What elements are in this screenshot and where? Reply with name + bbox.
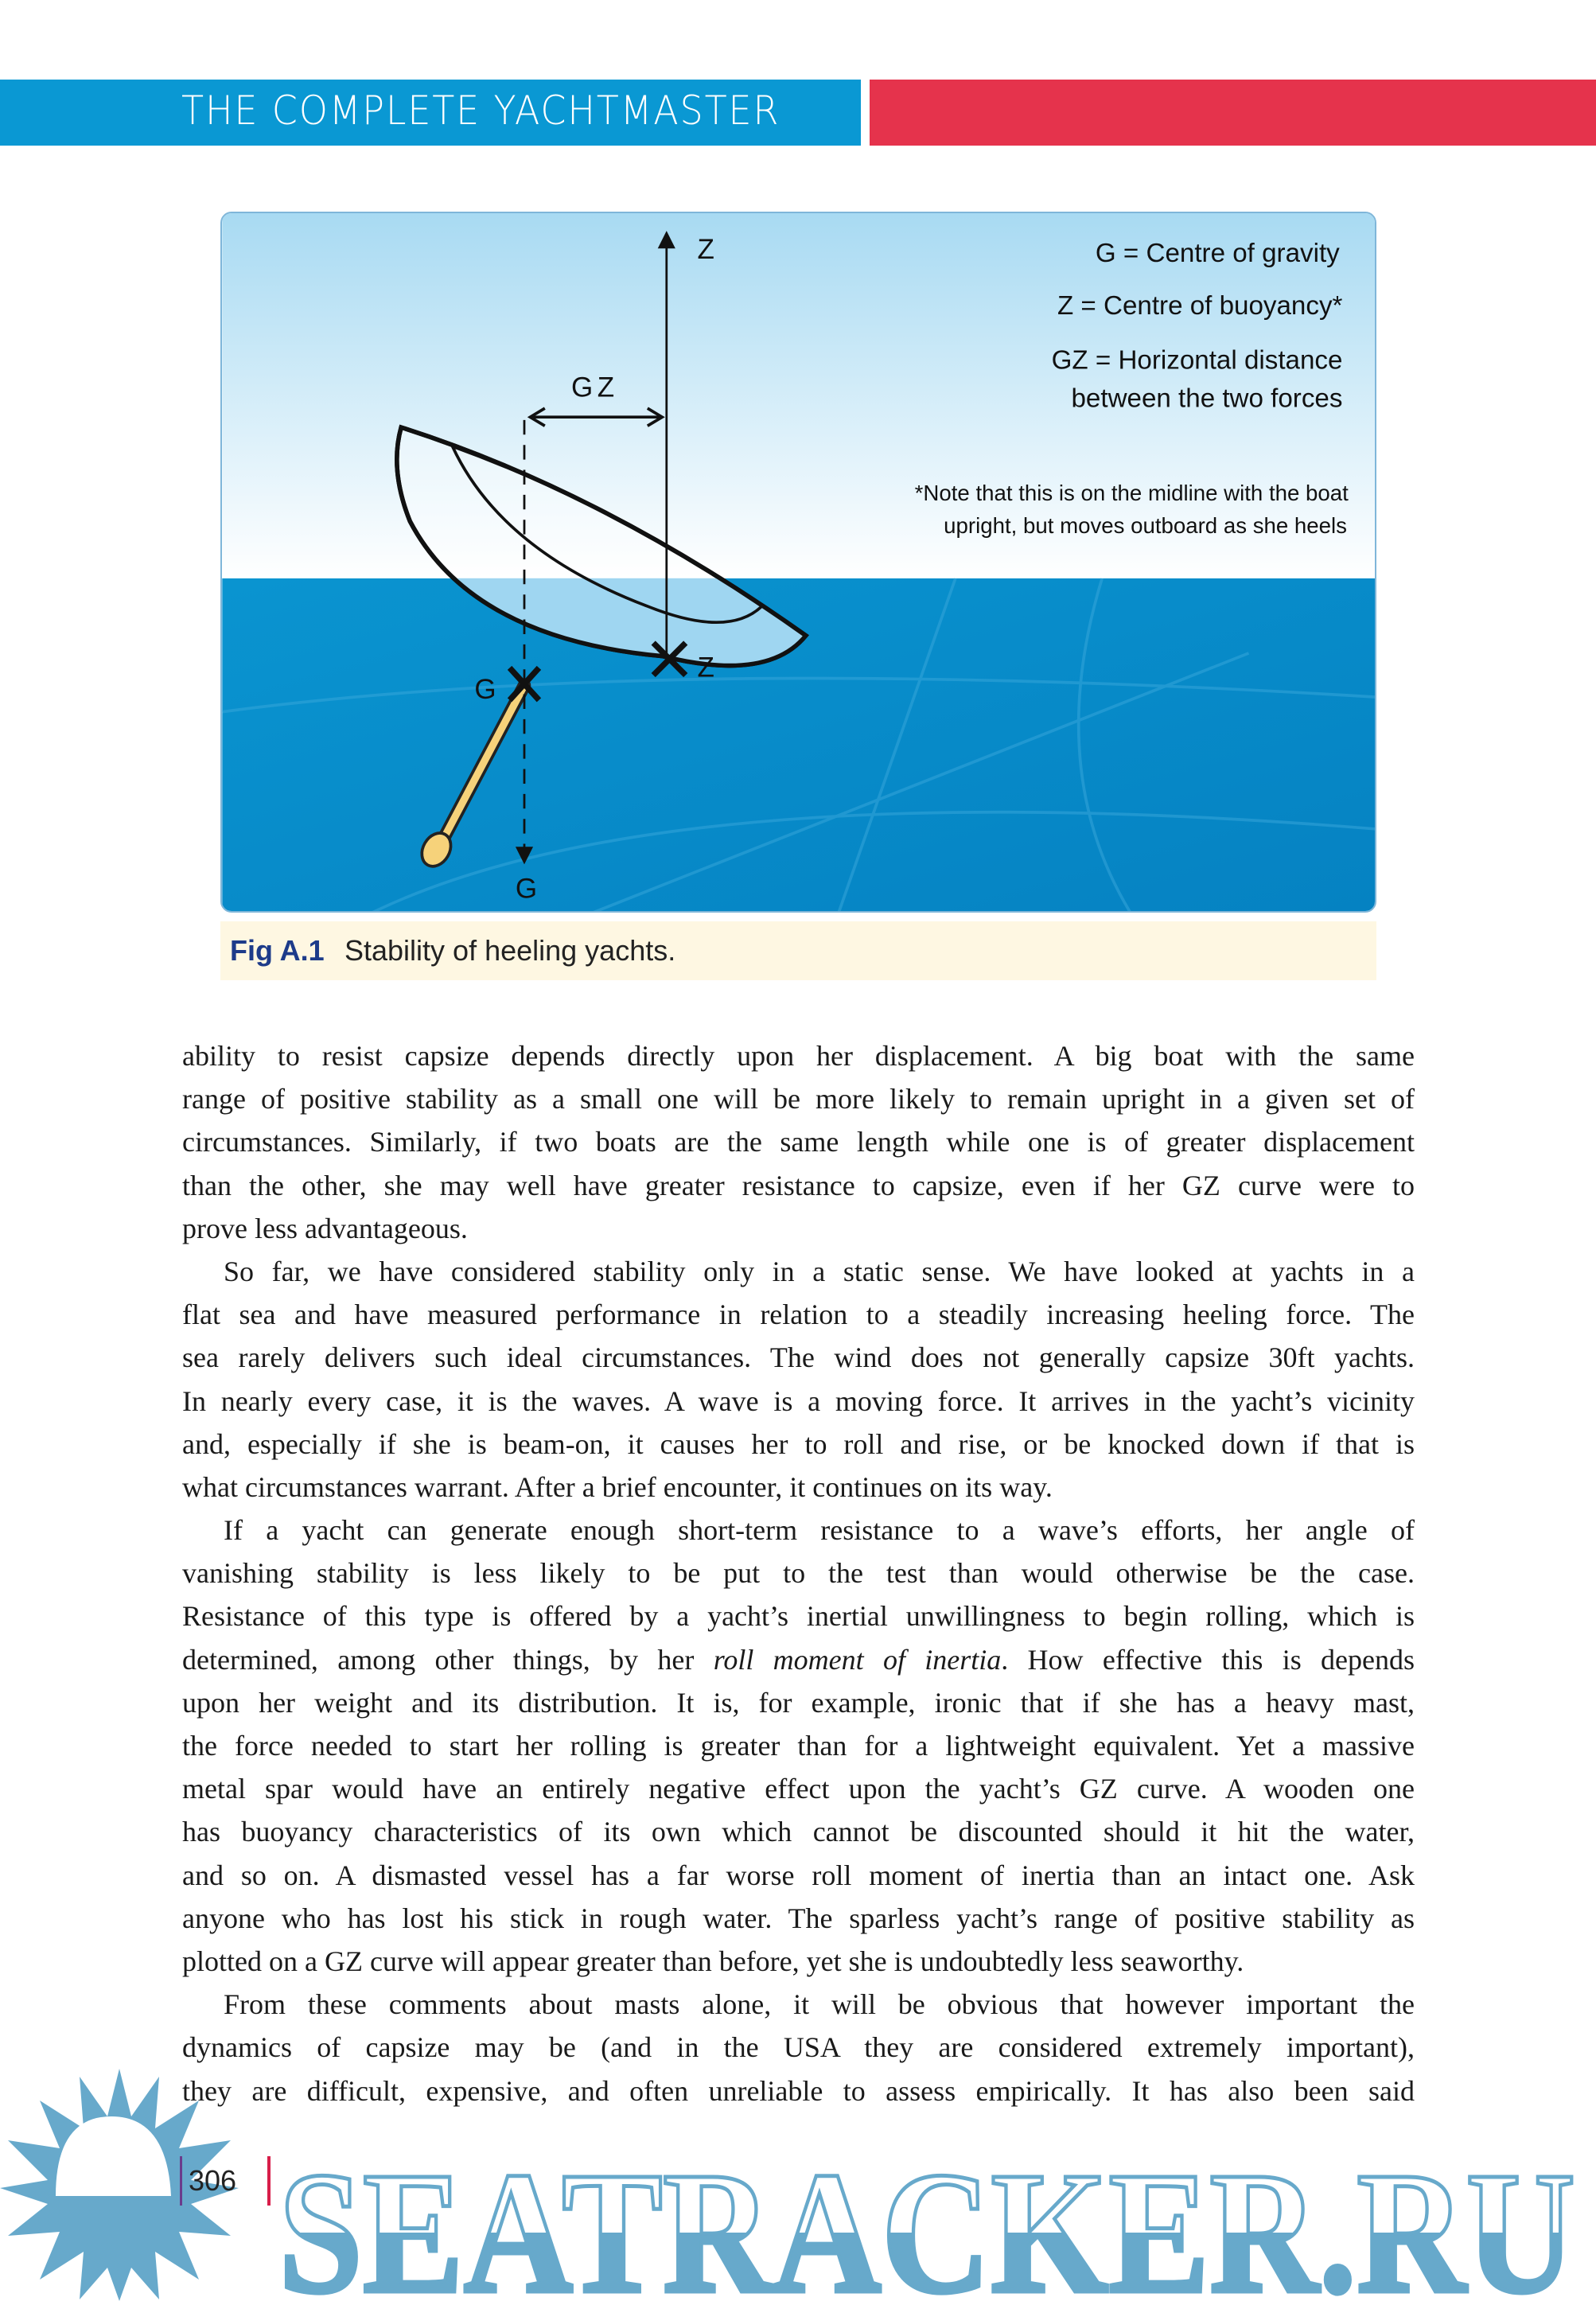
label-g-point: G — [474, 674, 496, 706]
body-line: than the other, she may well have greater resistance to capsize, even if her GZ curve were to — [182, 1169, 1415, 1201]
body-line: range of positive stability as a small one will be more likely to remain upright in a given set of — [182, 1083, 1415, 1116]
label-gz: GZ — [570, 372, 619, 403]
body-line: If a yacht can generate enough short-term resistance to a wave’s efforts, her angle of — [224, 1514, 1415, 1547]
body-line: plotted on a GZ curve will appear greater than before, yet she is undoubtedly less seaworthy. — [182, 1945, 1244, 1977]
body-line: has buoyancy characteristics of its own which cannot be discounted should it hit the water, — [182, 1816, 1415, 1848]
body-line: and, especially if she is beam-on, it causes her to roll and rise, or be knocked down if that is — [182, 1427, 1415, 1460]
body-line: flat sea and have measured performance in relation to a steadily increasing heeling force. The — [182, 1299, 1415, 1331]
body-line: upon her weight and its distribution. It is, for example, ironic that if she has a heavy mast, — [182, 1686, 1415, 1719]
note-line-1: *Note that this is on the midline with the boat — [914, 481, 1349, 506]
body-line: they are difficult, expensive, and often unreliable to assess empirically. It has also been said — [182, 2074, 1415, 2107]
body-line: dynamics of capsize may be (and in the USA they are considered extremely important), — [182, 2031, 1415, 2064]
body-line: In nearly every case, it is the waves. A wave is a moving force. It arrives in the yacht’s vicinity — [182, 1384, 1415, 1417]
caption-text: Stability of heeling yachts. — [345, 934, 676, 967]
figure-stability-diagram — [220, 212, 1376, 913]
legend-gz-cont: between the two forces — [1071, 384, 1343, 414]
label-z-top: Z — [697, 234, 714, 266]
body-text — [182, 1034, 1415, 2112]
body-line: circumstances. Similarly, if two boats are the same length while one is of greater displacement — [182, 1126, 1415, 1158]
legend-z: Z = Centre of buoyancy* — [1057, 291, 1343, 321]
body-line: metal spar would have an entirely negative effect upon the yacht’s GZ curve. A wooden one — [182, 1773, 1415, 1805]
figure-caption — [220, 921, 1376, 980]
body-line: Resistance of this type is offered by a yacht’s inertial unwillingness to begin rolling, which is — [182, 1600, 1415, 1633]
body-line: sea rarely delivers such ideal circumstances. The wind does not generally capsize 30ft yachts. — [182, 1341, 1415, 1374]
body-line: determined, among other things, by her roll moment of inertia. How effective this is depends — [182, 1643, 1415, 1676]
body-line: ability to resist capsize depends directly upon her displacement. A big boat with the same — [182, 1040, 1415, 1072]
label-z-point: Z — [697, 652, 714, 683]
body-line: So far, we have considered stability only in a static sense. We have looked at yachts in a — [224, 1255, 1415, 1287]
caption-label: Fig A.1 — [230, 934, 325, 967]
legend-g: G = Centre of gravity — [1095, 238, 1340, 268]
body-line: From these comments about masts alone, it will be obvious that however important the — [224, 1988, 1415, 2021]
running-header-title: THE COMPLETE YACHTMASTER — [181, 88, 780, 134]
body-line: the force needed to start her rolling is greater than for a lightweight equivalent. Yet a massive — [182, 1730, 1415, 1762]
note-line-2: upright, but moves outboard as she heels — [944, 512, 1347, 538]
page-number-divider — [267, 2156, 271, 2206]
body-line: and so on. A dismasted vessel has a far worse roll moment of inertia than an intact one. Ask — [182, 1859, 1415, 1891]
body-line: anyone who has lost his stick in rough water. The sparless yacht’s range of positive stability as — [182, 1902, 1415, 1934]
body-line: prove less advantageous. — [182, 1212, 468, 1244]
body-line: what circumstances warrant. After a brief encounter, it continues on its way. — [182, 1470, 1053, 1503]
header-bar-red — [870, 80, 1596, 146]
svg-text:SEATRACKER.RU: SEATRACKER.RU — [278, 2136, 1575, 2301]
body-line: vanishing stability is less likely to be put to the test than would otherwise be the case. — [182, 1557, 1415, 1590]
label-g-bottom: G — [515, 873, 538, 905]
page-number: 306 — [180, 2156, 243, 2206]
legend-gz: GZ = Horizontal distance — [1051, 345, 1343, 376]
